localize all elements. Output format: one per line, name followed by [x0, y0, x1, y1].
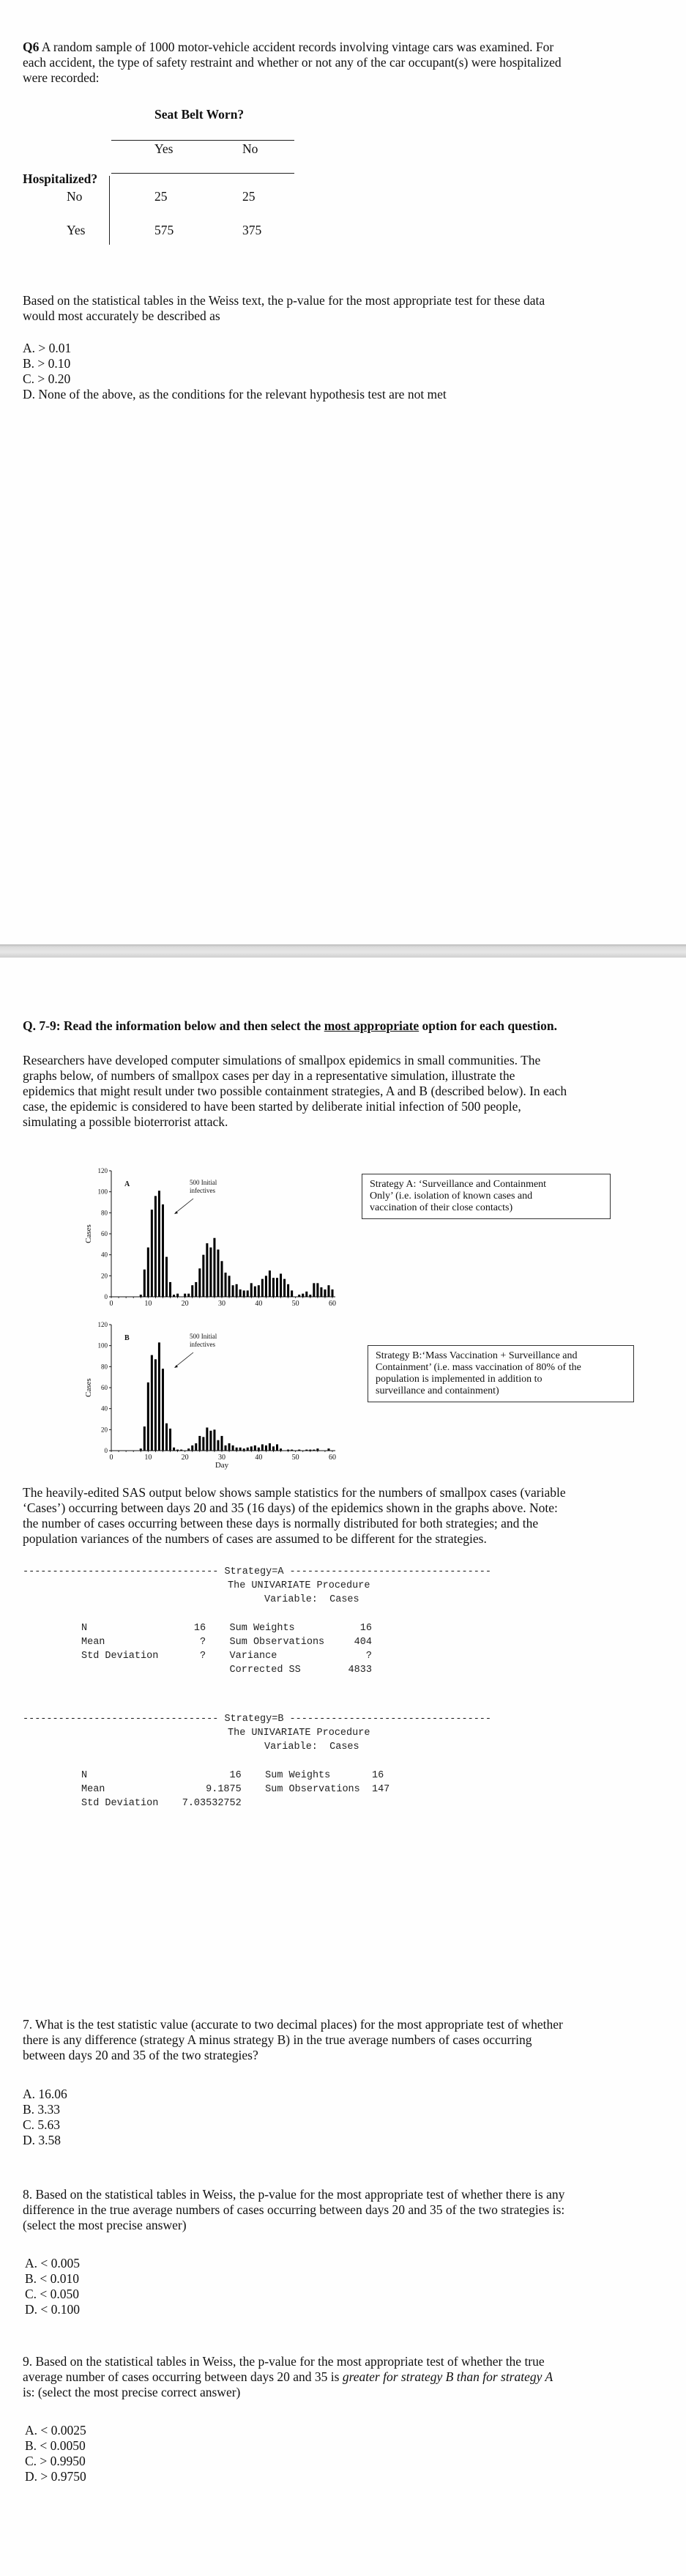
box-line: surveillance and containment): [376, 1385, 499, 1396]
annotation-arrow: [175, 1352, 193, 1367]
x-tick-label: 50: [291, 1300, 299, 1308]
sas-row: Std Deviation 7.03532752: [81, 1798, 242, 1809]
sas-row: Corrected SS 4833: [81, 1665, 372, 1676]
x-tick-label: 50: [291, 1454, 299, 1462]
bar: [180, 1450, 182, 1451]
x-tick-label: 40: [255, 1300, 263, 1308]
bar: [305, 1292, 307, 1297]
bar: [151, 1210, 153, 1297]
sas-variable: Variable: Cases: [264, 1742, 359, 1753]
q9-option-a[interactable]: A. < 0.0025: [25, 2423, 86, 2438]
sas-intro-line: population variances of the numbers of cases are assumed to be different for the strategies.: [23, 1531, 487, 1546]
bar: [302, 1294, 304, 1297]
bar: [173, 1295, 175, 1297]
sas-variable: Variable: Cases: [264, 1594, 359, 1605]
bar: [165, 1424, 168, 1451]
col-no: No: [242, 141, 258, 156]
bar: [143, 1270, 146, 1297]
q7-line: between days 20 and 35 of the two strategies?: [23, 2048, 258, 2062]
q8-line: 8. Based on the statistical tables in Weiss, the p-value for the most appropriate test of whether there is any: [23, 2187, 565, 2202]
bar: [217, 1440, 219, 1451]
sas-divider: --------------------------------- Strategy=B ----------------------------------: [23, 1714, 492, 1725]
bar: [206, 1427, 208, 1451]
box-line: Strategy A: ‘Surveillance and Containment: [370, 1179, 547, 1190]
table-rule: [111, 173, 294, 174]
bar: [209, 1431, 212, 1451]
col-yes: Yes: [154, 141, 174, 156]
sas-proc-title: The UNIVARIATE Procedure: [228, 1580, 370, 1591]
q9-text: [23, 2354, 667, 2400]
x-tick-label: 60: [329, 1300, 336, 1308]
bar: [291, 1450, 293, 1451]
bar: [232, 1285, 234, 1297]
x-tick-label: 10: [144, 1454, 152, 1462]
box-line: Containment’ (i.e. mass vaccination of 80% of the: [376, 1362, 581, 1373]
intro-line: simulating a possible bioterrorist attack.: [23, 1114, 228, 1129]
q8-option-d[interactable]: D. < 0.100: [25, 2302, 81, 2317]
q8-options: [25, 2256, 80, 2317]
bar: [165, 1257, 168, 1297]
x-tick-label: 30: [218, 1454, 225, 1462]
bar: [247, 1290, 249, 1297]
table-cell: 25: [242, 189, 256, 204]
x-tick-label: 20: [181, 1300, 189, 1308]
q6-intro-line: A random sample of 1000 motor-vehicle accident records involving vintage cars was examined. For: [39, 40, 554, 54]
q9-option-d[interactable]: D. > 0.9750: [25, 2469, 86, 2484]
bar: [254, 1446, 256, 1451]
y-tick-label: 80: [101, 1363, 108, 1371]
y-tick-label: 20: [101, 1426, 108, 1434]
bar: [198, 1436, 201, 1451]
q6-option-b[interactable]: B. > 0.10: [23, 356, 71, 371]
box-line: Strategy B:‘Mass Vaccination + Surveillance and: [376, 1350, 578, 1361]
q9-text-part: average number of cases occurring between days 20 and 35 is: [23, 2369, 343, 2384]
q9-option-c[interactable]: C. > 0.9950: [25, 2454, 86, 2468]
q79-intro: [23, 1053, 667, 1130]
bar: [158, 1191, 160, 1297]
y-tick-label: 20: [101, 1272, 108, 1280]
bar: [261, 1444, 264, 1451]
q6-label: Q6: [23, 40, 40, 54]
bar: [158, 1342, 160, 1451]
sas-intro: [23, 1485, 667, 1547]
bar: [195, 1443, 197, 1451]
q8-option-c[interactable]: C. < 0.050: [25, 2287, 80, 2301]
q8-line: (select the most precise answer): [23, 2218, 187, 2232]
bar: [176, 1450, 179, 1451]
q8-option-b[interactable]: B. < 0.010: [25, 2271, 80, 2286]
bar: [147, 1383, 149, 1451]
bar: [316, 1283, 318, 1297]
q6-intro-line: each accident, the type of safety restraint and whether or not any of the car occupant(s) were hospitalized: [23, 55, 562, 70]
q9-options: [25, 2423, 86, 2484]
y-tick-label: 120: [97, 1167, 108, 1174]
strategy-a-box: [362, 1174, 611, 1219]
y-axis-label: Cases: [84, 1378, 93, 1397]
q79-heading: [23, 1018, 667, 1034]
bar: [228, 1443, 231, 1451]
bar: [225, 1446, 227, 1451]
y-tick-label: 120: [97, 1321, 108, 1328]
bar: [309, 1295, 311, 1297]
y-tick-label: 0: [104, 1447, 108, 1454]
y-tick-label: 0: [104, 1293, 108, 1300]
bar: [261, 1279, 264, 1297]
q7-text: [23, 2017, 667, 2063]
sas-divider: --------------------------------- Strategy=A ----------------------------------: [23, 1566, 492, 1577]
bar: [254, 1287, 256, 1297]
y-tick-label: 60: [101, 1230, 108, 1237]
q7-option-c[interactable]: C. 5.63: [23, 2117, 61, 2132]
bar: [239, 1448, 242, 1451]
annotation-label: 500 Initial: [190, 1333, 217, 1340]
bar: [305, 1450, 307, 1451]
bar: [151, 1355, 153, 1451]
intro-line: graphs below, of numbers of smallpox cases per day in a representative simulation, illustrate the: [23, 1068, 515, 1083]
bar: [309, 1450, 311, 1451]
page-separator: [0, 944, 686, 958]
annotation-label: infectives: [190, 1341, 215, 1348]
heading-underlined: most appropriate: [324, 1018, 420, 1033]
q6-question-line: would most accurately be described as: [23, 308, 220, 323]
bar: [283, 1279, 286, 1297]
bar: [217, 1250, 219, 1298]
bar: [154, 1196, 157, 1297]
chart-b: [66, 1311, 359, 1473]
q9-line: 9. Based on the statistical tables in Weiss, the p-value for the most appropriate test of whether the true: [23, 2354, 545, 2369]
bar: [173, 1448, 175, 1451]
sas-intro-line: The heavily-edited SAS output below shows sample statistics for the numbers of smallpox cases (variable: [23, 1485, 566, 1500]
bar: [272, 1278, 275, 1297]
chart-title: A: [124, 1180, 130, 1188]
x-tick-label: 60: [329, 1454, 336, 1462]
bar: [239, 1289, 242, 1297]
x-tick-label: 20: [181, 1454, 189, 1462]
bar: [162, 1369, 164, 1451]
bar: [140, 1295, 142, 1297]
q6-options: [23, 341, 447, 402]
bar: [236, 1284, 238, 1297]
table-vertical-rule: [109, 176, 110, 245]
q6-option-d[interactable]: D. None of the above, as the conditions for the relevant hypothesis test are not met: [23, 387, 447, 401]
row-header: Hospitalized?: [23, 171, 98, 186]
bar: [191, 1446, 193, 1451]
bar: [140, 1448, 142, 1451]
bar: [324, 1289, 326, 1297]
bar: [162, 1204, 164, 1297]
bar: [213, 1429, 215, 1451]
q9-line: [23, 2369, 667, 2385]
bar: [195, 1282, 197, 1297]
x-tick-label: 0: [109, 1454, 113, 1462]
bar: [250, 1446, 253, 1451]
bar: [225, 1273, 227, 1297]
row-label: No: [67, 189, 83, 204]
q9-text-italic: greater for strategy B than for strategy A: [342, 2369, 553, 2384]
sas-row: N 16 Sum Weights 16: [81, 1770, 384, 1781]
bar: [143, 1426, 146, 1451]
sas-intro-line: ‘Cases’) occurring between days 20 and 35 (16 days) of the epidemics shown in the graphs above. Note:: [23, 1500, 558, 1515]
bar: [198, 1268, 201, 1297]
q6-option-a[interactable]: A. > 0.01: [23, 341, 72, 355]
bar: [287, 1450, 289, 1451]
q6-intro: [23, 40, 667, 86]
sas-row: Std Deviation ? Variance ?: [81, 1651, 372, 1662]
bar: [220, 1436, 223, 1451]
bar: [327, 1285, 329, 1297]
bar: [298, 1295, 300, 1297]
q8-option-a[interactable]: A. < 0.005: [25, 2256, 81, 2270]
q7-options: [23, 2087, 67, 2148]
intro-line: epidemics that might result under two possible containment strategies, A and B (described below). In each: [23, 1084, 567, 1098]
bar: [269, 1270, 271, 1297]
bar: [154, 1359, 157, 1451]
annotation-label: infectives: [190, 1187, 215, 1194]
intro-line: Researchers have developed computer simulations of smallpox epidemics in small communities. The: [23, 1053, 541, 1067]
y-tick-label: 100: [97, 1341, 108, 1350]
x-tick-label: 10: [144, 1300, 152, 1308]
table-cell: 575: [154, 223, 174, 237]
annotation-label: 500 Initial: [190, 1179, 217, 1186]
bar: [258, 1285, 260, 1297]
x-tick-label: 0: [109, 1300, 113, 1308]
x-tick-label: 30: [218, 1300, 225, 1308]
q8-line: difference in the true average numbers of cases occurring between days 20 and 35 of the two strategies is:: [23, 2202, 565, 2217]
q6-intro-line: were recorded:: [23, 70, 100, 85]
chart-title: B: [124, 1334, 130, 1342]
table-cell: 375: [242, 223, 262, 237]
q8-text: [23, 2187, 667, 2233]
bar: [276, 1444, 278, 1451]
bar: [206, 1243, 208, 1297]
sas-row: Mean ? Sum Observations 404: [81, 1637, 372, 1648]
bar: [258, 1448, 260, 1451]
bar: [316, 1448, 318, 1451]
q6-question: [23, 293, 667, 324]
bar: [280, 1273, 282, 1297]
bar: [243, 1448, 245, 1451]
bar: [276, 1278, 278, 1297]
y-tick-label: 80: [101, 1209, 108, 1217]
q7-line: 7. What is the test statistic value (accurate to two decimal places) for the most appropriate test of whether: [23, 2017, 563, 2032]
bar: [280, 1448, 282, 1451]
row-label: Yes: [67, 223, 86, 237]
box-line: population is implemented in addition to: [376, 1374, 543, 1385]
y-tick-label: 40: [101, 1404, 108, 1413]
sas-row: N 16 Sum Weights 16: [81, 1623, 372, 1634]
x-axis-label: Day: [215, 1461, 229, 1470]
bar: [291, 1290, 293, 1297]
bar: [169, 1429, 171, 1451]
q7-option-a[interactable]: A. 16.06: [23, 2087, 67, 2101]
bar: [272, 1446, 275, 1451]
heading-text: option for each question.: [419, 1018, 557, 1033]
bar: [220, 1261, 223, 1297]
bar: [313, 1283, 315, 1297]
q7-option-b[interactable]: B. 3.33: [23, 2102, 61, 2117]
table-cell: 25: [154, 189, 168, 204]
bar: [213, 1238, 215, 1297]
bar: [298, 1450, 300, 1451]
bar: [191, 1285, 193, 1297]
bar: [313, 1450, 315, 1451]
bar: [184, 1294, 186, 1297]
bar: [187, 1448, 190, 1451]
col-header: Seat Belt Worn?: [154, 107, 245, 122]
q9-option-b[interactable]: B. < 0.0050: [25, 2438, 86, 2453]
y-tick-label: 60: [101, 1384, 108, 1391]
y-tick-label: 40: [101, 1251, 108, 1259]
x-tick-label: 40: [255, 1454, 263, 1462]
annotation-arrow: [175, 1199, 193, 1213]
bar: [236, 1448, 238, 1451]
bar: [209, 1248, 212, 1297]
bar: [232, 1446, 234, 1451]
sas-intro-line: the number of cases occurring between these days is normally distributed for both strategies; and the: [23, 1516, 539, 1531]
box-line: vaccination of their close contacts): [370, 1202, 513, 1213]
q7-line: there is any difference (strategy A minus strategy B) in the true average numbers of cases occurring: [23, 2032, 532, 2047]
bar: [243, 1290, 245, 1297]
bar: [228, 1276, 231, 1297]
chart-a: [66, 1165, 359, 1311]
bar: [320, 1287, 322, 1297]
strategy-b-box: [368, 1345, 634, 1402]
q9-line: is: (select the most precise correct answer): [23, 2385, 241, 2399]
bar: [269, 1443, 271, 1451]
sas-row: Mean 9.1875 Sum Observations 147: [81, 1784, 390, 1795]
y-tick-label: 100: [97, 1188, 108, 1196]
q6-question-line: Based on the statistical tables in the Weiss text, the p-value for the most appropriate test for these data: [23, 293, 545, 308]
bar: [202, 1255, 204, 1297]
box-line: Only’ (i.e. isolation of known cases and: [370, 1191, 533, 1202]
intro-line: case, the epidemic is considered to have been started by deliberate initial infection of 500 people,: [23, 1099, 521, 1114]
bar: [176, 1294, 179, 1297]
bar: [147, 1248, 149, 1297]
bar: [250, 1283, 253, 1297]
bar: [247, 1448, 249, 1451]
bar: [202, 1437, 204, 1451]
bar: [331, 1289, 333, 1297]
sas-proc-title: The UNIVARIATE Procedure: [228, 1728, 370, 1739]
bar: [265, 1446, 267, 1451]
table-rule: [111, 140, 294, 141]
bar: [169, 1282, 171, 1297]
q7-option-d[interactable]: D. 3.58: [23, 2133, 61, 2147]
bar: [265, 1276, 267, 1297]
heading-text: Q. 7-9: Read the information below and then select the: [23, 1018, 324, 1033]
q6-option-c[interactable]: C. > 0.20: [23, 371, 71, 386]
bar: [187, 1294, 190, 1297]
y-axis-label: Cases: [84, 1224, 93, 1243]
bar: [327, 1448, 329, 1451]
bar: [287, 1284, 289, 1297]
